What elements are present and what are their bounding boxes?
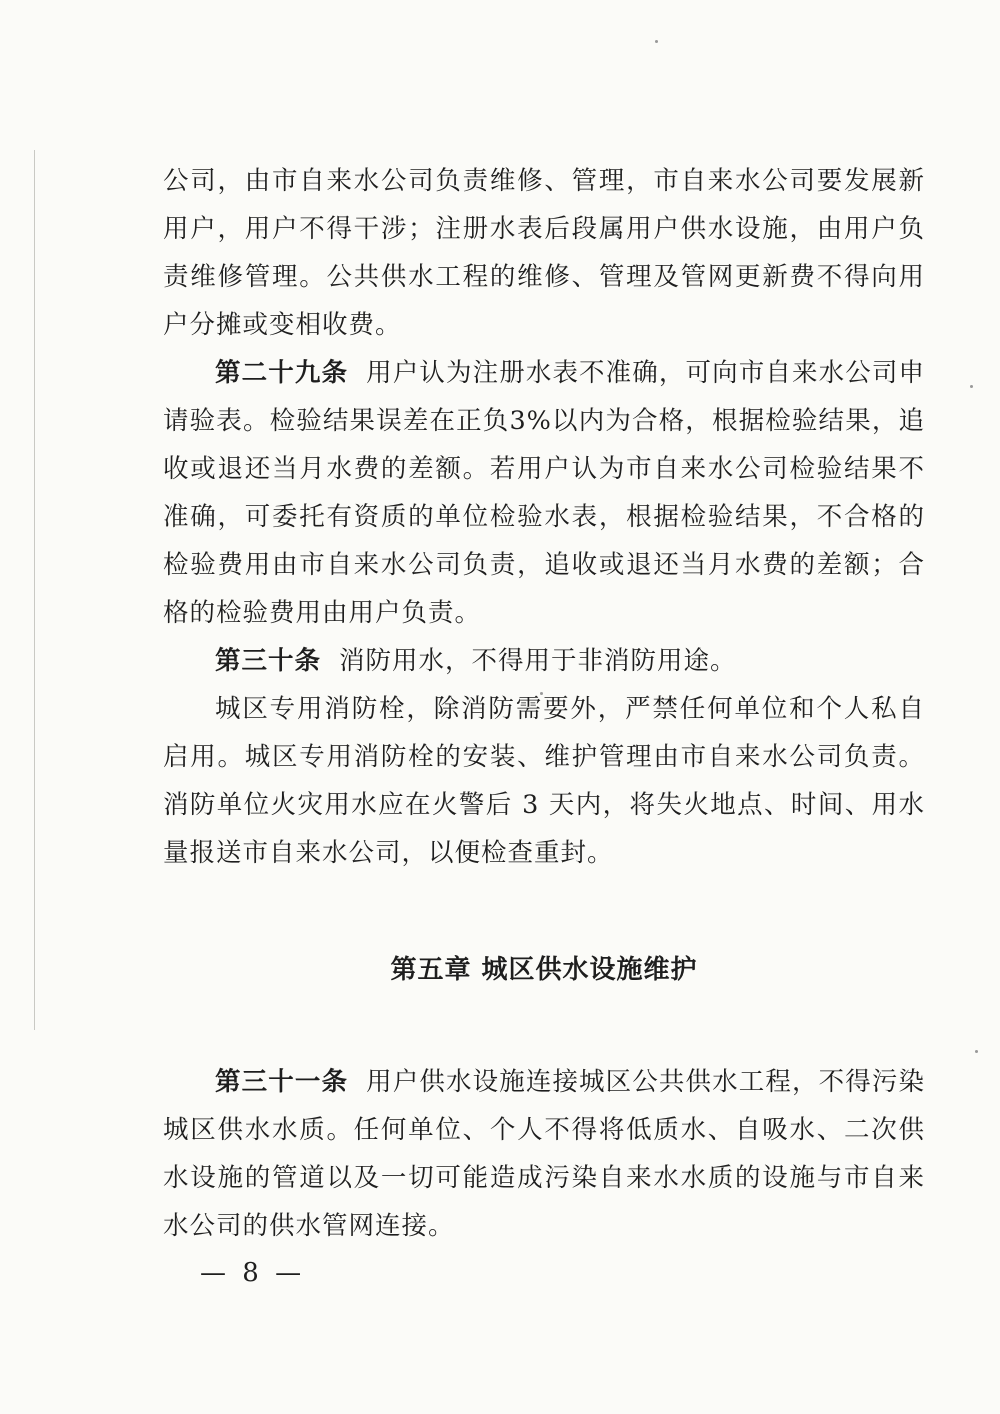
article-text: 消防用水，不得用于非消防用途。 xyxy=(339,646,737,676)
article-31 xyxy=(163,1058,925,1250)
article-heading: 第三十一条 xyxy=(215,1067,349,1097)
article-29 xyxy=(163,349,925,637)
article-heading: 第二十九条 xyxy=(215,358,349,388)
paragraph-continuation xyxy=(163,157,925,349)
scan-speck xyxy=(655,40,658,43)
document-body xyxy=(163,157,925,1250)
scan-speck xyxy=(975,1050,978,1053)
article-text: 用户供水设施连接城区公共供水工程，不得污染城区供水水质。任何单位、个人不得将低质水、自吸水、二次供水设施的管道以及一切可能造成污染自来水水质的设施与市自来水公司的供水管网连接。 xyxy=(163,1067,925,1241)
chapter-title: 第五章 城区供水设施维护 xyxy=(390,955,698,985)
paragraph-text: 城区专用消防栓，除消防需要外，严禁任何单位和个人私自启用。城区专用消防栓的安装、维护管理由市自来水公司负责。消防单位火灾用水应在火警后 3 天内，将失火地点、时间、用水量报送市自来水公司，以便检查重封。 xyxy=(163,694,925,868)
page-number: — 8 — xyxy=(200,1258,306,1288)
paragraph-text: 公司，由市自来水公司负责维修、管理，市自来水公司要发展新用户，用户不得干涉；注册水表后段属用户供水设施，由用户负责维修管理。公共供水工程的维修、管理及管网更新费不得向用户分摊或变相收费。 xyxy=(163,166,925,340)
paragraph-fire-hydrant xyxy=(163,685,925,877)
binding-margin-line xyxy=(34,150,35,1030)
scan-speck xyxy=(970,385,973,388)
article-text: 用户认为注册水表不准确，可向市自来水公司申请验表。检验结果误差在正负3%以内为合格，根据检验结果，追收或退还当月水费的差额。若用户认为市自来水公司检验结果不准确，可委托有资质的单位检验水表，根据检验结果，不合格的检验费用由市自来水公司负责，追收或退还当月水费的差额；合格的检验费用由用户负责。 xyxy=(163,358,925,628)
article-30 xyxy=(163,637,925,685)
article-heading: 第三十条 xyxy=(215,646,322,676)
